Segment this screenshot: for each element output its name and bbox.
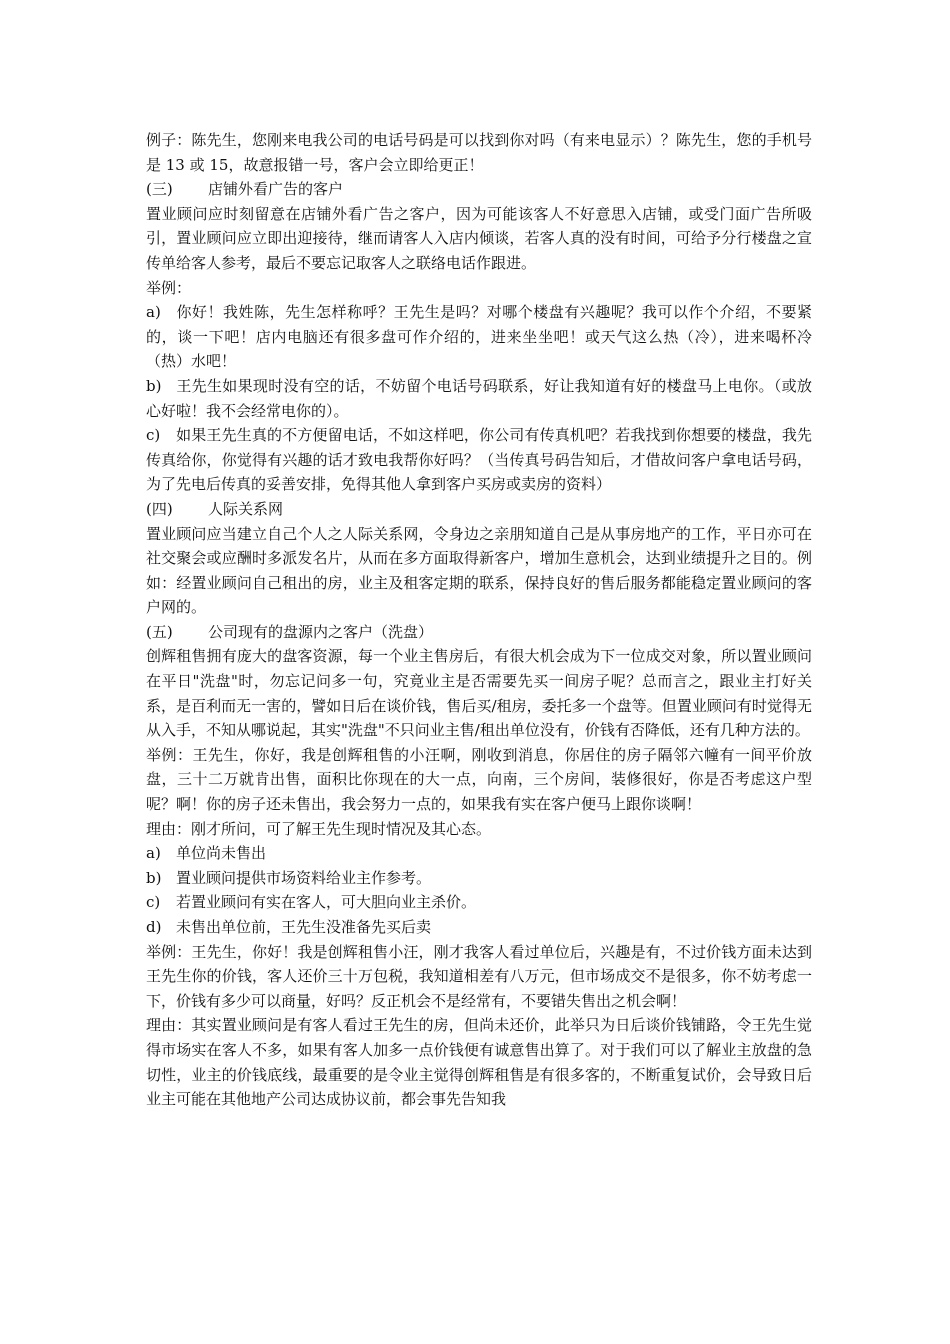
list-item-text: 置业顾问提供市场资料给业主作参考。	[176, 868, 432, 887]
paragraph: 举例：王先生，你好，我是创辉租售的小汪啊，刚收到消息，你居住的房子隔邻六幢有一间平价放盘，三十二万就肯出售，面积比你现在的大一点，向南，三个房间，装修很好，你是否考虑这户型呢？啊！你的房子还未售出，我会努力一点的，如果我有实在客户便马上跟你谈啊！	[146, 745, 812, 814]
section-heading	[146, 497, 812, 522]
section-title: 人际关系网	[208, 499, 284, 518]
paragraph: 例子：陈先生，您刚来电我公司的电话号码是可以找到你对吗（有来电显示）？陈先生，您的手机号是 13 或 15，故意报错一号，客户会立即给更正！	[146, 131, 812, 174]
list-item-text: 若置业顾问有实在客人，可大胆向业主杀价。	[176, 893, 477, 912]
list-item-text: 单位尚未售出	[176, 844, 267, 863]
section-number: (四)	[146, 499, 173, 518]
list-item	[146, 866, 812, 891]
list-marker: a)	[146, 303, 161, 322]
list-item	[146, 423, 812, 497]
list-marker: c)	[146, 893, 161, 912]
list-marker: c)	[146, 426, 161, 445]
paragraph: 理由：刚才所问，可了解王先生现时情况及其心态。	[146, 819, 492, 838]
section-heading	[146, 620, 812, 645]
section-number: (五)	[146, 622, 173, 641]
section-title: 店铺外看广告的客户	[208, 180, 344, 199]
paragraph: 创辉租售拥有庞大的盘客资源，每一个业主售房后，有很大机会成为下一位成交对象，所以置业顾问在平日"洗盘"时，勿忘记问多一句，究竟业主是否需要先买一间房子呢？总而言之，跟业主打好关系，是百利而无一害的，譬如日后在谈价钱，售后买/租房，委托多一个盘等。但置业顾问有时觉得无从入手，不知从哪说起，其实"洗盘"不只问业主售/租出单位没有，价钱有否降低，还有几种方法的。	[146, 647, 812, 740]
list-item	[146, 841, 812, 866]
paragraph: 置业顾问应时刻留意在店铺外看广告之客户，因为可能该客人不好意思入店铺，或受门面广告所吸引，置业顾问应立即出迎接待，继而请客人入店内倾谈，若客人真的没有时间，可给予分行楼盘之宣传单给客人参考，最后不要忘记取客人之联络电话作跟进。	[146, 204, 812, 272]
section-heading	[146, 177, 812, 202]
list-marker: d)	[146, 918, 162, 936]
document-page	[146, 128, 812, 1112]
list-item-text: 未售出单位前，王先生没准备先买后卖	[176, 918, 432, 936]
paragraph: 举例：	[146, 278, 192, 297]
list-item-text: 王先生如果现时没有空的话，不妨留个电话号码联系，好让我知道有好的楼盘马上电你。（或放心好啦！我不会经常电你的）。	[146, 376, 812, 420]
list-marker: a)	[146, 844, 161, 863]
section-title: 公司现有的盘源内之客户（洗盘）	[208, 622, 434, 641]
list-marker: b)	[146, 868, 162, 887]
list-item-text: 你好！我姓陈，先生怎样称呼？王先生是吗？对哪个楼盘有兴趣呢？我可以作个介绍，不要紧的，谈一下吧！店内电脑还有很多盘可作介绍的，进来坐坐吧！或天气这么热（冷），进来喝杯冷（热）水吧！	[146, 303, 812, 371]
list-item-text: 如果王先生真的不方便留电话，不如这样吧，你公司有传真机吧？若我找到你想要的楼盘，我先传真给你，你觉得有兴趣的话才致电我帮你好吗？（当传真号码告知后，才借故问客户拿电话号码，为了先电后传真的妥善安排，免得其他人拿到客户买房或卖房的资料）	[146, 426, 812, 494]
list-item	[146, 300, 812, 374]
list-item	[146, 890, 812, 915]
list-item	[146, 915, 812, 940]
paragraph: 置业顾问应当建立自己个人之人际关系网，令身边之亲朋知道自己是从事房地产的工作，平日亦可在社交聚会或应酬时多派发名片，从而在多方面取得新客户，增加生意机会，达到业绩提升之目的。例如：经置业顾问自己租出的房，业主及租客定期的联系，保持良好的售后服务都能稳定置业顾问的客户网的。	[146, 524, 812, 617]
paragraph: 举例：王先生，你好！我是创辉租售小汪，刚才我客人看过单位后，兴趣是有，不过价钱方面未达到王先生你的价钱，客人还价三十万包税，我知道相差有八万元，但市场成交不是很多，你不妨考虑一下，价钱有多少可以商量，好吗？反正机会不是经常有，不要错失售出之机会啊！	[146, 942, 812, 1010]
paragraph: 理由：其实置业顾问是有客人看过王先生的房，但尚未还价，此举只为日后谈价钱铺路，令王先生觉得市场实在客人不多，如果有客人加多一点价钱便有诚意售出算了。对于我们可以了解业主放盘的急切性，业主的价钱底线，最重要的是令业主觉得创辉租售是有很多客的，不断重复试价，会导致日后业主可能在其他地产公司达成协议前，都会事先告知我	[146, 1016, 812, 1109]
list-item	[146, 374, 812, 423]
list-marker: b)	[146, 376, 162, 395]
section-number: (三)	[146, 180, 173, 199]
